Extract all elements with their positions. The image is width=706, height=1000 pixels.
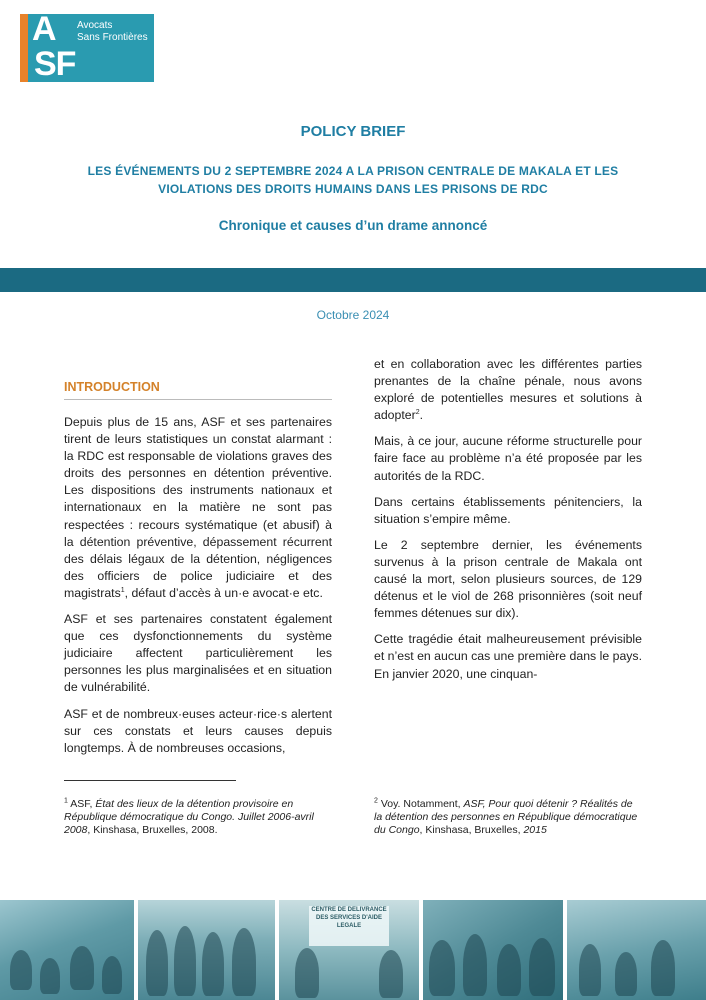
footnote-rule — [64, 780, 236, 781]
footnote-number: 2 — [374, 797, 378, 805]
person-figure — [429, 940, 455, 996]
person-figure — [70, 946, 94, 990]
publication-date: Octobre 2024 — [316, 308, 390, 322]
paragraph-text: et en collaboration avec les différentes parties prenantes de la chaîne pénale, nous avons exploré de potentielles mesures et solutions à adopter — [374, 357, 642, 423]
footnote-year: 2015 — [523, 824, 547, 837]
footnote-text: , Kinshasa, Bruxelles, 2008. — [87, 824, 218, 837]
person-figure — [497, 944, 521, 996]
paragraph: Dans certains établissements pénitenciers, la situation s’empire même. — [374, 494, 642, 526]
logo-line-1: Avocats — [77, 20, 113, 31]
asf-logo — [20, 10, 154, 83]
paragraph-text: , défaut d’accès à un·e avocat·e etc. — [124, 585, 323, 600]
left-column — [64, 414, 332, 766]
footnote-1 — [64, 798, 336, 838]
footnote-2 — [374, 798, 642, 838]
photo-group — [138, 900, 275, 1000]
person-figure — [10, 950, 32, 990]
person-figure — [202, 932, 224, 996]
person-figure — [174, 926, 196, 996]
photo-crowd — [423, 900, 563, 1000]
right-column — [374, 356, 642, 692]
paragraph: ASF et ses partenaires constatent également que ces dysfonctionnements du système judiciaire affectent particulièrement les personnes les plus marginalisées et en situation de vulnérabilité. — [64, 612, 332, 695]
person-figure — [232, 928, 256, 996]
paragraph — [374, 356, 642, 424]
person-figure — [615, 952, 637, 996]
paragraph: Mais, à ce jour, aucune réforme structurelle pour faire face au problème n’a été proposée par les autorités de la RDC. — [374, 434, 642, 483]
centre-sign: CENTRE DE DELIVRANCE DES SERVICES D'AIDE LEGALE — [309, 906, 389, 946]
photo-session — [567, 900, 706, 1000]
person-figure — [40, 958, 60, 994]
person-figure — [529, 938, 555, 996]
subtitle: Chronique et causes d’un drame annoncé — [218, 218, 488, 233]
photo-strip — [0, 900, 706, 1000]
paragraph — [64, 414, 332, 602]
paragraph-text: . — [419, 408, 424, 423]
logo-accent-bar — [20, 14, 28, 82]
footnote-title: ASF, Pour quoi détenir ? Réalités de la détention des personnes en République démocratique du Congo — [374, 798, 638, 837]
person-figure — [379, 950, 403, 998]
section-divider — [64, 399, 332, 400]
person-figure — [295, 948, 319, 998]
logo-line-2: Sans Frontières — [77, 32, 148, 43]
photo-meeting — [0, 900, 134, 1000]
title-line-1: LES ÉVÉNEMENTS DU 2 SEPTEMBRE 2024 A LA PRISON CENTRALE DE MAKALA ET LES — [87, 164, 619, 178]
footnote-text: , Kinshasa, Bruxelles, — [419, 824, 524, 837]
document-type-label: POLICY BRIEF — [300, 123, 406, 140]
title-line-2: VIOLATIONS DES DROITS HUMAINS DANS LES PRISONS DE RDC — [158, 182, 548, 196]
photo-legal-aid-centre — [279, 900, 419, 1000]
paragraph: ASF et de nombreux·euses acteur·rice·s alertent sur ces constats et leurs causes depuis longtemps. À de nombreuses occasions, — [64, 706, 332, 755]
logo-mark-top: A — [32, 10, 56, 48]
header-band — [0, 268, 706, 292]
person-figure — [651, 940, 675, 996]
footnote-title: État des lieux de la détention provisoire en République démocratique du Congo. Juillet 2006-avril 2008 — [64, 798, 314, 837]
paragraph: Cette tragédie était malheureusement prévisible et n’est en aucun cas une première dans le pays. En janvier 2020, une cinquan- — [374, 632, 642, 681]
footnote-ref: 1 — [120, 586, 125, 594]
person-figure — [146, 930, 168, 996]
logo-mark-bottom: SF — [34, 45, 76, 83]
footnote-text: Voy. Notamment, — [377, 798, 464, 810]
footnote-text: ASF, — [67, 798, 96, 810]
footnote-number: 1 — [64, 797, 68, 805]
paragraph-text: Depuis plus de 15 ans, ASF et ses partenaires tirent de leurs statistiques un constat alarmant : la RDC est responsable de violations graves des droits des personnes en détention préventive. Les dispositions des instruments nationaux et internationaux en la matière ne sont pas respectées : recours systématique (et abusif) à la détention préventive, dépassement récurrent des délais légaux de la détention, négligences des officiers de police judiciaire et des magistrats — [64, 415, 332, 600]
footnote-ref: 2 — [415, 409, 420, 417]
person-figure — [579, 944, 601, 996]
paragraph: Le 2 septembre dernier, les événements survenus à la prison centrale de Makala ont causé la mort, selon plusieurs sources, de 129 détenus et le viol de 268 prisonnières (soit neuf femmes détenues sur dix). — [374, 537, 642, 621]
person-figure — [102, 956, 122, 994]
person-figure — [463, 934, 487, 996]
section-heading: INTRODUCTION — [64, 380, 160, 394]
